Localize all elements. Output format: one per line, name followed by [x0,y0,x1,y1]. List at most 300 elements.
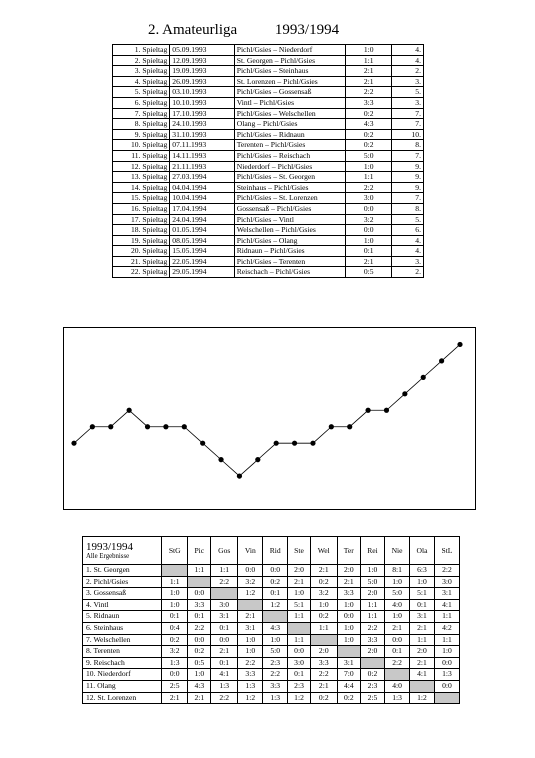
results-corner-title: 1993/1994 [86,540,134,553]
results-score-cell: 0:0 [162,669,188,681]
results-column-header: StL [434,537,459,565]
results-score-cell: 5:0 [360,576,384,588]
results-score-cell: 5:0 [385,588,410,600]
results-score-cell: 2:5 [162,680,188,692]
results-score-cell: 3:3 [360,634,384,646]
results-score-cell: 4:1 [211,669,238,681]
table-position: 2. [392,267,424,278]
table-position: 4. [392,246,424,257]
results-score-cell: 2:2 [211,692,238,704]
results-score-cell: 2:1 [238,611,263,623]
match-date: 29.05.1994 [170,267,234,278]
matchday: 17. Spieltag [113,214,170,225]
match-score: 5:0 [346,150,392,161]
fixture-row [113,140,424,151]
matchday: 9. Spieltag [113,129,170,140]
fixture-row [113,97,424,108]
results-score-cell: 1:0 [188,669,211,681]
results-team-name: 4. Vintl [83,599,162,611]
results-score-cell: 7:0 [337,669,360,681]
results-score-cell: 0:0 [188,588,211,600]
match-score: 0:2 [346,140,392,151]
matchday: 14. Spieltag [113,182,170,193]
fixture-row [113,55,424,66]
results-column-header: Ste [288,537,311,565]
season-title: 1993/1994 [274,22,340,38]
match-date: 22.05.1994 [170,256,234,267]
match-pairing: Pichl/Gsies – Reischach [234,150,346,161]
matchday: 20. Spieltag [113,246,170,257]
data-point [439,358,444,363]
results-score-cell: 1:1 [211,565,238,577]
matchday: 11. Spieltag [113,150,170,161]
results-score-cell: 0:0 [385,634,410,646]
matchday: 8. Spieltag [113,119,170,130]
results-score-cell: 3:3 [188,599,211,611]
match-pairing: Gossensaß – Pichl/Gsies [234,203,346,214]
results-score-cell: 3:0 [288,657,311,669]
results-score-cell: 4:1 [434,599,459,611]
table-position: 9. [392,161,424,172]
fixture-row [113,235,424,246]
match-score: 3:2 [346,214,392,225]
match-pairing: Steinhaus – Pichl/Gsies [234,182,346,193]
results-score-cell: 2:2 [263,669,288,681]
match-score: 2:1 [346,76,392,87]
data-point [347,424,352,429]
match-date: 12.09.1993 [170,55,234,66]
results-row [83,599,460,611]
matchday: 5. Spieltag [113,87,170,98]
table-position: 5. [392,214,424,225]
results-row [83,588,460,600]
results-score-cell: 2:1 [385,622,410,634]
fixture-row [113,225,424,236]
results-score-cell: 2:2 [360,622,384,634]
data-point [310,441,315,446]
results-score-cell: 3:2 [162,646,188,658]
results-score-cell: 1:0 [385,576,410,588]
results-column-header: Rei [360,537,384,565]
data-point [384,408,389,413]
results-score-cell: 1:2 [410,692,435,704]
results-score-cell: 1:1 [310,622,337,634]
results-column-header: Gos [211,537,238,565]
match-score: 0:0 [346,203,392,214]
match-date: 17.04.1994 [170,203,234,214]
fixture-row [113,193,424,204]
match-score: 1:0 [346,45,392,56]
match-score: 0:5 [346,267,392,278]
fixture-row [113,256,424,267]
results-score-cell: 2:0 [360,588,384,600]
results-score-cell: 1:0 [238,634,263,646]
results-score-cell: 2:1 [337,576,360,588]
results-score-cell: 3:3 [263,680,288,692]
results-score-cell: 1:1 [288,634,311,646]
match-pairing: Pichl/Gsies – Steinhaus [234,66,346,77]
matchday: 4. Spieltag [113,76,170,87]
fixture-row [113,45,424,56]
results-score-cell: 1:0 [410,576,435,588]
matchday: 21. Spieltag [113,256,170,267]
match-date: 27.03.1994 [170,172,234,183]
match-pairing: Vintl – Pichl/Gsies [234,97,346,108]
results-table [82,536,460,704]
match-pairing: Pichl/Gsies – Terenten [234,256,346,267]
table-position: 4. [392,55,424,66]
results-diagonal-cell [434,692,459,704]
data-point [108,424,113,429]
results-team-name: 11. Olang [83,680,162,692]
results-score-cell: 2:2 [238,657,263,669]
results-score-cell: 0:1 [188,611,211,623]
results-score-cell: 0:0 [263,565,288,577]
matchday: 1. Spieltag [113,45,170,56]
match-pairing: St. Georgen – Pichl/Gsies [234,55,346,66]
standings-chart-svg [64,328,475,509]
matchday: 19. Spieltag [113,235,170,246]
match-pairing: Welschellen – Pichl/Gsies [234,225,346,236]
results-score-cell: 5:1 [410,588,435,600]
results-diagonal-cell [263,611,288,623]
table-position: 10. [392,129,424,140]
results-score-cell: 1:1 [434,611,459,623]
results-team-name: 3. Gossensaß [83,588,162,600]
match-pairing: Olang – Pichl/Gsies [234,119,346,130]
results-score-cell: 3:3 [310,657,337,669]
matchday: 13. Spieltag [113,172,170,183]
data-point [182,424,187,429]
results-score-cell: 2:5 [360,692,384,704]
results-score-cell: 2:3 [288,680,311,692]
results-score-cell: 0:4 [162,622,188,634]
results-score-cell: 2:1 [211,646,238,658]
data-point [402,391,407,396]
match-date: 04.04.1994 [170,182,234,193]
results-team-name: 5. Ridnaun [83,611,162,623]
results-score-cell: 1:2 [238,692,263,704]
results-score-cell: 3:0 [211,599,238,611]
data-point [237,473,242,478]
data-point [421,375,426,380]
match-date: 17.10.1993 [170,108,234,119]
results-score-cell: 0:1 [385,646,410,658]
results-score-cell: 1:0 [360,565,384,577]
matchday: 2. Spieltag [113,55,170,66]
results-score-cell: 2:1 [410,657,435,669]
standings-chart [63,327,476,510]
results-score-cell: 2:2 [188,622,211,634]
results-score-cell: 0:1 [288,669,311,681]
results-score-cell: 2:1 [310,565,337,577]
match-pairing: Terenten – Pichl/Gsies [234,140,346,151]
results-score-cell: 2:0 [360,646,384,658]
fixture-row [113,66,424,77]
results-score-cell: 4:1 [410,669,435,681]
results-row [83,634,460,646]
table-position: 3. [392,76,424,87]
results-score-cell: 1:0 [238,646,263,658]
results-score-cell: 5:1 [288,599,311,611]
matchday: 18. Spieltag [113,225,170,236]
table-position: 7. [392,193,424,204]
results-score-cell: 3:1 [211,611,238,623]
data-point [274,441,279,446]
data-point [457,342,462,347]
results-score-cell: 2:1 [410,622,435,634]
results-score-cell: 1:0 [310,599,337,611]
results-diagonal-cell [337,646,360,658]
results-row [83,692,460,704]
match-pairing: Pichl/Gsies – St. Georgen [234,172,346,183]
match-date: 07.11.1993 [170,140,234,151]
results-team-name: 7. Welschellen [83,634,162,646]
match-date: 03.10.1993 [170,87,234,98]
results-score-cell: 0:0 [434,680,459,692]
match-pairing: Ridnaun – Pichl/Gsies [234,246,346,257]
matchday: 22. Spieltag [113,267,170,278]
match-date: 05.09.1993 [170,45,234,56]
results-column-header: Wel [310,537,337,565]
results-score-cell: 0:2 [188,646,211,658]
matchday: 6. Spieltag [113,97,170,108]
results-score-cell: 3:1 [434,588,459,600]
data-point [218,457,223,462]
results-column-header: Rid [263,537,288,565]
matchday: 3. Spieltag [113,66,170,77]
fixture-row [113,129,424,140]
match-pairing: Reischach – Pichl/Gsies [234,267,346,278]
results-score-cell: 2:1 [310,680,337,692]
fixture-row [113,108,424,119]
results-score-cell: 2:0 [410,646,435,658]
results-score-cell: 1:3 [211,680,238,692]
results-score-cell: 0:1 [162,611,188,623]
league-title: 2. Amateurliga [148,22,238,38]
results-score-cell: 0:1 [211,657,238,669]
results-score-cell: 3:0 [434,576,459,588]
results-score-cell: 2:1 [162,692,188,704]
results-score-cell: 1:1 [434,634,459,646]
fixture-row [113,203,424,214]
table-position: 8. [392,140,424,151]
data-point [90,424,95,429]
results-score-cell: 4:3 [263,622,288,634]
results-score-cell: 8:1 [385,565,410,577]
fixture-row [113,246,424,257]
results-score-cell: 1:0 [337,622,360,634]
results-score-cell: 3:1 [337,657,360,669]
results-score-cell: 0:5 [188,657,211,669]
match-date: 24.10.1993 [170,119,234,130]
results-diagonal-cell [288,622,311,634]
results-score-cell: 1:2 [238,588,263,600]
results-row [83,657,460,669]
results-score-cell: 2:3 [360,680,384,692]
results-score-cell: 3:2 [310,588,337,600]
series-line [74,344,460,476]
data-point [329,424,334,429]
results-score-cell: 2:2 [310,669,337,681]
fixture-row [113,172,424,183]
results-score-cell: 0:2 [162,634,188,646]
match-pairing: Pichl/Gsies – St. Lorenzen [234,193,346,204]
results-team-name: 12. St. Lorenzen [83,692,162,704]
results-corner [83,537,162,565]
results-score-cell: 0:0 [188,634,211,646]
results-score-cell: 1:0 [337,599,360,611]
results-diagonal-cell [310,634,337,646]
table-position: 7. [392,119,424,130]
data-point [292,441,297,446]
results-row [83,611,460,623]
results-score-cell: 1:1 [188,565,211,577]
results-score-cell: 1:1 [410,634,435,646]
results-column-header: Ter [337,537,360,565]
page-title [148,22,339,39]
table-position: 9. [392,182,424,193]
results-score-cell: 2:1 [188,692,211,704]
results-row [83,680,460,692]
match-pairing: Pichl/Gsies – Vintl [234,214,346,225]
fixture-row [113,182,424,193]
data-point [145,424,150,429]
fixture-row [113,150,424,161]
results-score-cell: 1:0 [434,646,459,658]
results-score-cell: 3:3 [337,588,360,600]
table-position: 4. [392,45,424,56]
results-score-cell: 1:1 [162,576,188,588]
match-date: 24.04.1994 [170,214,234,225]
table-position: 3. [392,97,424,108]
matchday: 10. Spieltag [113,140,170,151]
results-diagonal-cell [360,657,384,669]
results-diagonal-cell [410,680,435,692]
results-score-cell: 0:1 [263,588,288,600]
match-score: 3:3 [346,97,392,108]
results-score-cell: 0:2 [337,692,360,704]
match-date: 08.05.1994 [170,235,234,246]
fixture-row [113,161,424,172]
results-score-cell: 1:1 [360,599,384,611]
match-score: 1:1 [346,172,392,183]
match-date: 21.11.1993 [170,161,234,172]
fixture-row [113,267,424,278]
table-position: 7. [392,150,424,161]
data-point [255,457,260,462]
results-team-name: 2. Pichl/Gsies [83,576,162,588]
results-column-header: Nie [385,537,410,565]
matchday: 15. Spieltag [113,193,170,204]
results-score-cell: 1:1 [288,611,311,623]
table-position: 5. [392,87,424,98]
match-date: 26.09.1993 [170,76,234,87]
results-score-cell: 0:1 [211,622,238,634]
results-score-cell: 3:1 [410,611,435,623]
match-score: 1:0 [346,235,392,246]
results-score-cell: 2:2 [434,565,459,577]
match-pairing: Pichl/Gsies – Ridnaun [234,129,346,140]
results-score-cell: 2:3 [263,657,288,669]
fixture-row [113,214,424,225]
results-score-cell: 2:2 [211,576,238,588]
results-diagonal-cell [211,588,238,600]
results-score-cell: 0:0 [434,657,459,669]
results-score-cell: 0:0 [337,611,360,623]
results-score-cell: 2:0 [337,565,360,577]
data-point [200,441,205,446]
results-score-cell: 0:2 [310,611,337,623]
results-column-header: StG [162,537,188,565]
results-score-cell: 3:3 [238,669,263,681]
match-pairing: St. Lorenzen – Pichl/Gsies [234,76,346,87]
match-date: 31.10.1993 [170,129,234,140]
match-date: 14.11.1993 [170,150,234,161]
results-team-name: 9. Reischach [83,657,162,669]
fixture-row [113,76,424,87]
data-point [163,424,168,429]
results-corner-subtitle: Alle Ergebnisse [86,552,130,560]
results-column-header: Vin [238,537,263,565]
match-score: 2:2 [346,87,392,98]
table-position: 3. [392,256,424,267]
results-diagonal-cell [385,669,410,681]
results-score-cell: 1:3 [238,680,263,692]
results-score-cell: 0:2 [310,692,337,704]
data-point [365,408,370,413]
match-date: 10.10.1993 [170,97,234,108]
results-score-cell: 1:0 [263,634,288,646]
results-score-cell: 3:2 [238,576,263,588]
results-score-cell: 1:3 [263,692,288,704]
results-score-cell: 3:1 [238,622,263,634]
results-score-cell: 0:2 [360,669,384,681]
results-score-cell: 2:1 [288,576,311,588]
results-score-cell: 0:2 [263,576,288,588]
results-score-cell: 1:1 [360,611,384,623]
match-pairing: Pichl/Gsies – Olang [234,235,346,246]
results-row [83,669,460,681]
table-position: 6. [392,225,424,236]
match-date: 10.04.1994 [170,193,234,204]
match-score: 1:1 [346,55,392,66]
results-row [83,646,460,658]
results-score-cell: 4:0 [385,680,410,692]
match-date: 15.05.1994 [170,246,234,257]
results-score-cell: 1:2 [263,599,288,611]
table-position: 9. [392,172,424,183]
data-point [127,408,132,413]
results-score-cell: 4:3 [188,680,211,692]
fixtures-table [112,44,424,278]
results-column-header: Pic [188,537,211,565]
results-score-cell: 1:0 [162,588,188,600]
match-pairing: Pichl/Gsies – Welschellen [234,108,346,119]
match-score: 2:2 [346,182,392,193]
results-diagonal-cell [238,599,263,611]
results-diagonal-cell [188,576,211,588]
table-position: 8. [392,203,424,214]
results-team-name: 10. Niederdorf [83,669,162,681]
results-team-name: 1. St. Georgen [83,565,162,577]
results-score-cell: 1:3 [385,692,410,704]
results-score-cell: 1:0 [162,599,188,611]
fixture-row [113,87,424,98]
match-score: 1:0 [346,161,392,172]
results-score-cell: 4:0 [385,599,410,611]
match-score: 0:0 [346,225,392,236]
